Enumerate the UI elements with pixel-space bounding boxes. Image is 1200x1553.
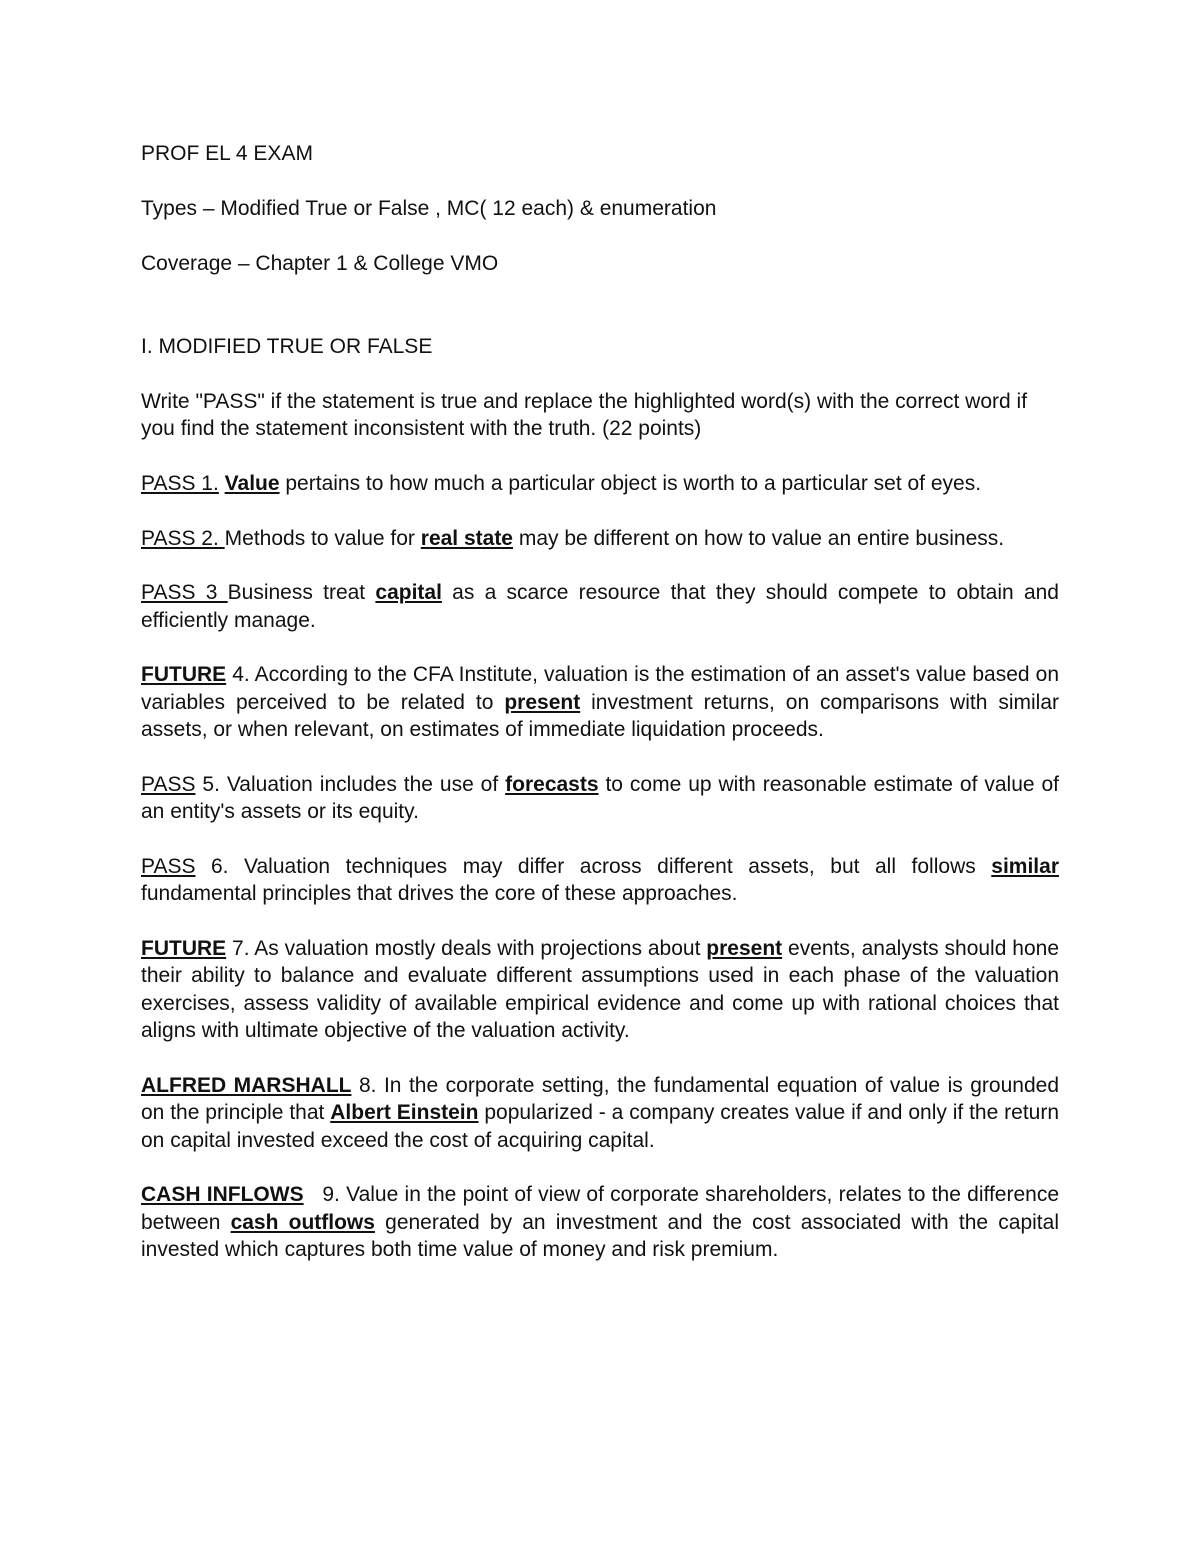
answer-label: PASS 1.	[141, 472, 219, 495]
document-page	[141, 140, 1065, 1264]
answer-label: FUTURE	[141, 663, 227, 686]
question-item-1	[141, 470, 1059, 498]
question-text-post: pertains to how much a particular object is worth to a particular set of eyes.	[279, 472, 982, 495]
question-text-pre: 6. Valuation techniques may differ across different assets, but all follows	[195, 854, 992, 878]
question-text-pre: 4. According to the CFA Institute, valuation is the estimation of an asset's value based on variables perceived to be related to	[141, 663, 1059, 714]
highlighted-keyword: forecasts	[505, 772, 599, 796]
question-item-4	[141, 661, 1059, 744]
answer-label: PASS 3	[141, 581, 228, 604]
question-text-post: events, analysts should hone their ability to balance and evaluate different assumptions used in each phase of the valuation exercises, assess validity of available empirical evidence and come up with rational choices that aligns with ultimate objective of the valuation activity.	[141, 936, 1059, 1042]
highlighted-keyword: Value	[224, 472, 280, 495]
highlighted-keyword: capital	[375, 581, 442, 604]
question-item-6	[141, 853, 1059, 908]
highlighted-keyword: similar	[991, 854, 1059, 878]
question-text-pre: 5. Valuation includes the use of	[195, 772, 506, 796]
question-text-pre: Business treat	[227, 581, 376, 604]
question-item-2	[141, 525, 1059, 553]
answer-label: PASS	[141, 772, 196, 796]
answer-label: FUTURE	[141, 936, 227, 960]
question-item-3	[141, 579, 1059, 634]
question-text-post: to come up with reasonable estimate of value of an entity's assets or its equity.	[141, 772, 1059, 823]
question-text-pre: 8. In the corporate setting, the fundamental equation of value is grounded on the principle that	[141, 1073, 1059, 1124]
highlighted-keyword: Albert Einstein	[330, 1101, 479, 1124]
highlighted-keyword: present	[706, 936, 783, 960]
exam-types: Types – Modified True or False , MC( 12 each) & enumeration	[141, 197, 717, 220]
section-instructions: Write "PASS" if the statement is true and replace the highlighted word(s) with the correct word if you find the statement inconsistent with the truth. (22 points)	[141, 389, 1028, 440]
question-text-post: may be different on how to value an entire business.	[513, 526, 1005, 550]
question-item-9	[141, 1181, 1065, 1264]
section-heading: I. MODIFIED TRUE OR FALSE	[141, 334, 433, 358]
spacer	[141, 278, 1059, 333]
question-text-post: as a scarce resource that they should compete to obtain and efficiently manage.	[141, 581, 1059, 632]
highlighted-keyword: real state	[420, 526, 513, 550]
question-item-8	[141, 1072, 1059, 1155]
question-item-5	[141, 771, 1059, 826]
question-text-post: investment returns, on comparisons with similar assets, or when relevant, on estimates of immediate liquidation proceeds.	[141, 690, 1059, 741]
question-text-post: popularized - a company creates value if and only if the return on capital invested exceed the cost of acquiring capital.	[141, 1101, 1060, 1152]
highlighted-keyword: present	[504, 690, 581, 714]
question-text-post: fundamental principles that drives the core of these approaches.	[141, 882, 738, 905]
question-item-7	[141, 935, 1059, 1045]
answer-label: PASS	[141, 854, 196, 878]
question-text-pre: Methods to value for	[224, 526, 421, 550]
question-text-pre: 7. As valuation mostly deals with projections about	[226, 936, 707, 960]
answer-label: PASS 2.	[141, 526, 225, 550]
exam-coverage: Coverage – Chapter 1 & College VMO	[141, 252, 499, 275]
question-text-pre: 9. Value in the point of view of corporate shareholders, relates to the difference between	[141, 1183, 1065, 1234]
exam-title: PROF EL 4 EXAM	[141, 142, 313, 165]
answer-label: ALFRED MARSHALL	[141, 1073, 352, 1097]
question-text-post: generated by an investment and the cost associated with the capital invested which captures both time value of money and risk premium.	[141, 1210, 1059, 1261]
answer-label: CASH INFLOWS	[141, 1183, 304, 1206]
highlighted-keyword: cash outflows	[230, 1210, 375, 1234]
